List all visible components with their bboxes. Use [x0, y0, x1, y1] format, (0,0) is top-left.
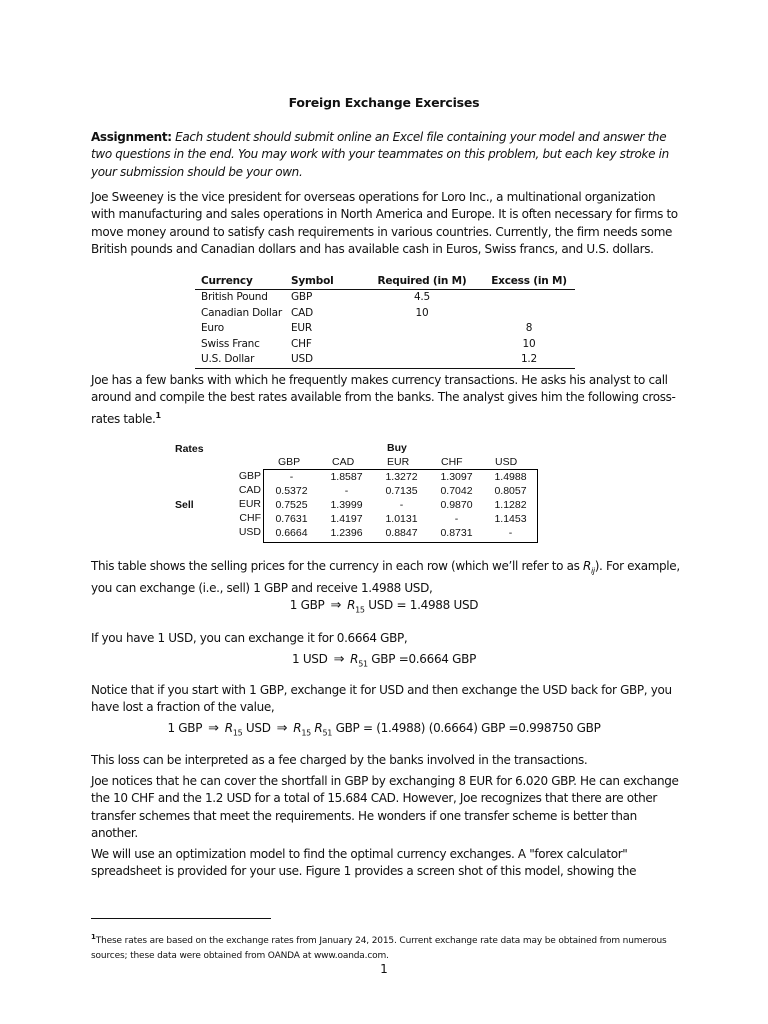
currency-required: 10 [415, 306, 429, 319]
table-row [195, 321, 575, 337]
usd-paragraph: If you have 1 USD, you can exchange it for 0.6664 GBP, [91, 631, 408, 645]
implies-icon: ⇒ [330, 598, 342, 613]
row-header: USD [238, 526, 261, 538]
rate-cell: 1.1282 [494, 499, 527, 511]
eq-sub: 51 [358, 659, 368, 669]
currency-symbol: GBP [291, 291, 313, 303]
header-excess: Excess (in M) [477, 274, 575, 290]
header-required: Required (in M) [361, 274, 477, 290]
rate-cell: 0.7042 [440, 485, 473, 497]
currency-excess: 1.2 [477, 352, 575, 368]
eq-sub: 15 [301, 728, 311, 738]
row-header: GBP [238, 470, 261, 482]
selling-sub: ij [590, 566, 595, 576]
rate-cell: 1.3272 [385, 471, 418, 483]
page-number: 1 [380, 962, 388, 976]
assignment-text: Each student should submit online an Excel file containing your model and answer the two questions in the end. You may work with your teammates on this problem, but each key stroke in your submission should be your own. [91, 130, 669, 179]
buy-label: Buy [387, 442, 407, 454]
banks-text: Joe has a few banks with which he frequently makes currency transactions. He asks his analyst to call around and compile the best rates available from the banks. The analyst gives him the following cross-rates table. [91, 373, 676, 426]
currency-name: Canadian Dollar [201, 306, 282, 319]
row-header: EUR [238, 498, 261, 510]
table-row [195, 306, 575, 322]
currency-symbol: EUR [291, 322, 313, 335]
rate-cell: 0.7631 [275, 513, 308, 525]
currency-excess: 10 [522, 337, 536, 350]
rate-cell: 1.8587 [330, 471, 363, 483]
eq-var: R [350, 652, 359, 666]
currency-name: U.S. Dollar [195, 352, 285, 368]
eq-sub: 15 [355, 605, 365, 615]
rate-cell: 0.8057 [494, 485, 527, 497]
equation-3 [0, 721, 768, 737]
currency-name: British Pound [201, 291, 268, 303]
currency-required [361, 337, 477, 353]
implies-icon: ⇒ [208, 721, 219, 736]
currency-table [195, 274, 575, 369]
column-header: CAD [332, 456, 355, 468]
column-header: GBP [278, 456, 301, 468]
page-title: Foreign Exchange Exercises [288, 95, 480, 110]
equation-1 [0, 598, 768, 614]
assignment-paragraph [91, 129, 681, 181]
eq-var: R [347, 598, 356, 612]
rate-cell: - [454, 513, 459, 525]
currency-name: Swiss Franc [201, 337, 260, 350]
row-header: CHF [239, 512, 261, 524]
column-header: EUR [387, 456, 410, 468]
eq-var: R [310, 721, 323, 735]
banks-paragraph [91, 372, 681, 428]
currency-excess [477, 290, 575, 306]
eq-rhs: GBP =0.6664 GBP [367, 652, 477, 666]
currency-name: Euro [201, 322, 224, 335]
rate-cell: 1.4988 [494, 471, 527, 483]
rate-cell: 0.7135 [385, 485, 418, 497]
rate-cell: 0.5372 [275, 485, 308, 497]
rate-cell: - [399, 499, 404, 511]
footnote-mark: 1 [91, 933, 96, 941]
table-row [195, 337, 575, 353]
selling-text-b: ). For example, you can exchange (i.e., sell) 1 GBP and receive 1.4988 USD, [91, 559, 680, 595]
rate-cell: - [344, 485, 349, 497]
footnote-text: These rates are based on the exchange rates from January 24, 2015. Current exchange rate data may be obtained from numerous sources; these data were obtained from OANDA at www.oanda.com. [91, 936, 667, 961]
joe-paragraph: Joe notices that he can cover the shortfall in GBP by exchanging 8 EUR for 6.020 GBP. He can exchange the 10 CHF and the 1.2 USD for a total of 15.684 CAD. However, Joe recognizes that there are other transfer schemes that meet the requirements. He wonders if one transfer scheme is better than another. [91, 774, 679, 841]
column-header: CHF [441, 456, 463, 468]
eq-sub: 51 [322, 728, 333, 738]
rate-cell: 1.1453 [494, 513, 527, 525]
header-currency: Currency [195, 274, 285, 290]
currency-symbol: CHF [291, 337, 312, 350]
eq-mid: USD [242, 721, 271, 735]
notice-paragraph: Notice that if you start with 1 GBP, exchange it for USD and then exchange the USD back for GBP, you have lost a fraction of the value, [91, 683, 672, 715]
eq-sub: 15 [232, 728, 243, 738]
rate-cell: 1.2396 [330, 527, 363, 539]
rates-label: Rates [175, 443, 204, 455]
row-header: CAD [238, 484, 261, 496]
model-paragraph: We will use an optimization model to find the optimal currency exchanges. A "forex calculator" spreadsheet is provided for your use. Figure 1 provides a screen shot of this model, showing the [91, 847, 637, 879]
rate-cell: 1.3999 [330, 499, 363, 511]
currency-required: 4.5 [413, 291, 431, 303]
assignment-label: Assignment: [91, 130, 172, 144]
footnote [91, 930, 691, 964]
equation-2 [0, 652, 768, 668]
table-row [195, 352, 575, 368]
currency-table-header [195, 274, 575, 290]
intro-paragraph: Joe Sweeney is the vice president for overseas operations for Loro Inc., a multinational organization with manufacturing and sales operations in North America and Europe. It is often necessary for firms to move money around to satisfy cash requirements in various countries. Currently, the firm needs some British pounds and Canadian dollars and has available cash in Euros, Swiss francs, and U.S. dollars. [91, 190, 678, 257]
eq-lhs: 1 GBP [289, 598, 325, 612]
rate-cell: 1.0131 [385, 513, 418, 525]
footnote-divider [91, 918, 271, 919]
rate-cell: 0.8731 [440, 527, 473, 539]
rate-cell: 1.4197 [330, 513, 363, 525]
footnote-ref: 1 [155, 410, 161, 420]
selling-var: R [582, 559, 591, 573]
currency-required [361, 352, 477, 368]
header-symbol: Symbol [285, 274, 361, 290]
cross-rates-table [170, 440, 550, 540]
rate-cell: 0.7525 [275, 499, 308, 511]
sell-label: Sell [175, 499, 194, 511]
currency-required [361, 321, 477, 337]
currency-symbol: CAD [291, 306, 313, 319]
eq-lhs: 1 USD [291, 652, 328, 666]
rate-cell: - [289, 471, 294, 483]
rate-cell: 0.9870 [440, 499, 473, 511]
implies-icon: ⇒ [333, 652, 345, 667]
loss-paragraph: This loss can be interpreted as a fee charged by the banks involved in the transactions. [91, 753, 588, 767]
rate-cell: 0.8847 [385, 527, 418, 539]
rate-cell: 1.3097 [440, 471, 473, 483]
eq-var: R [224, 721, 233, 735]
table-row [195, 290, 575, 306]
currency-excess: 8 [525, 322, 533, 335]
eq-lhs: 1 GBP [167, 721, 203, 735]
selling-paragraph [91, 558, 681, 597]
column-header: USD [495, 456, 518, 468]
rates-grid [263, 469, 538, 543]
rate-cell: 0.6664 [275, 527, 308, 539]
selling-text-a: This table shows the selling prices for the currency in each row (which we’ll refer to as [91, 559, 583, 573]
eq-var: R [293, 721, 302, 735]
currency-symbol: USD [285, 352, 361, 368]
implies-icon: ⇒ [276, 721, 288, 736]
eq-rhs: USD = 1.4988 USD [364, 598, 479, 612]
currency-excess [477, 306, 575, 322]
rate-cell: - [508, 527, 513, 539]
eq-rhs: GBP = (1.4988) (0.6664) GBP =0.998750 GBP [332, 721, 601, 735]
